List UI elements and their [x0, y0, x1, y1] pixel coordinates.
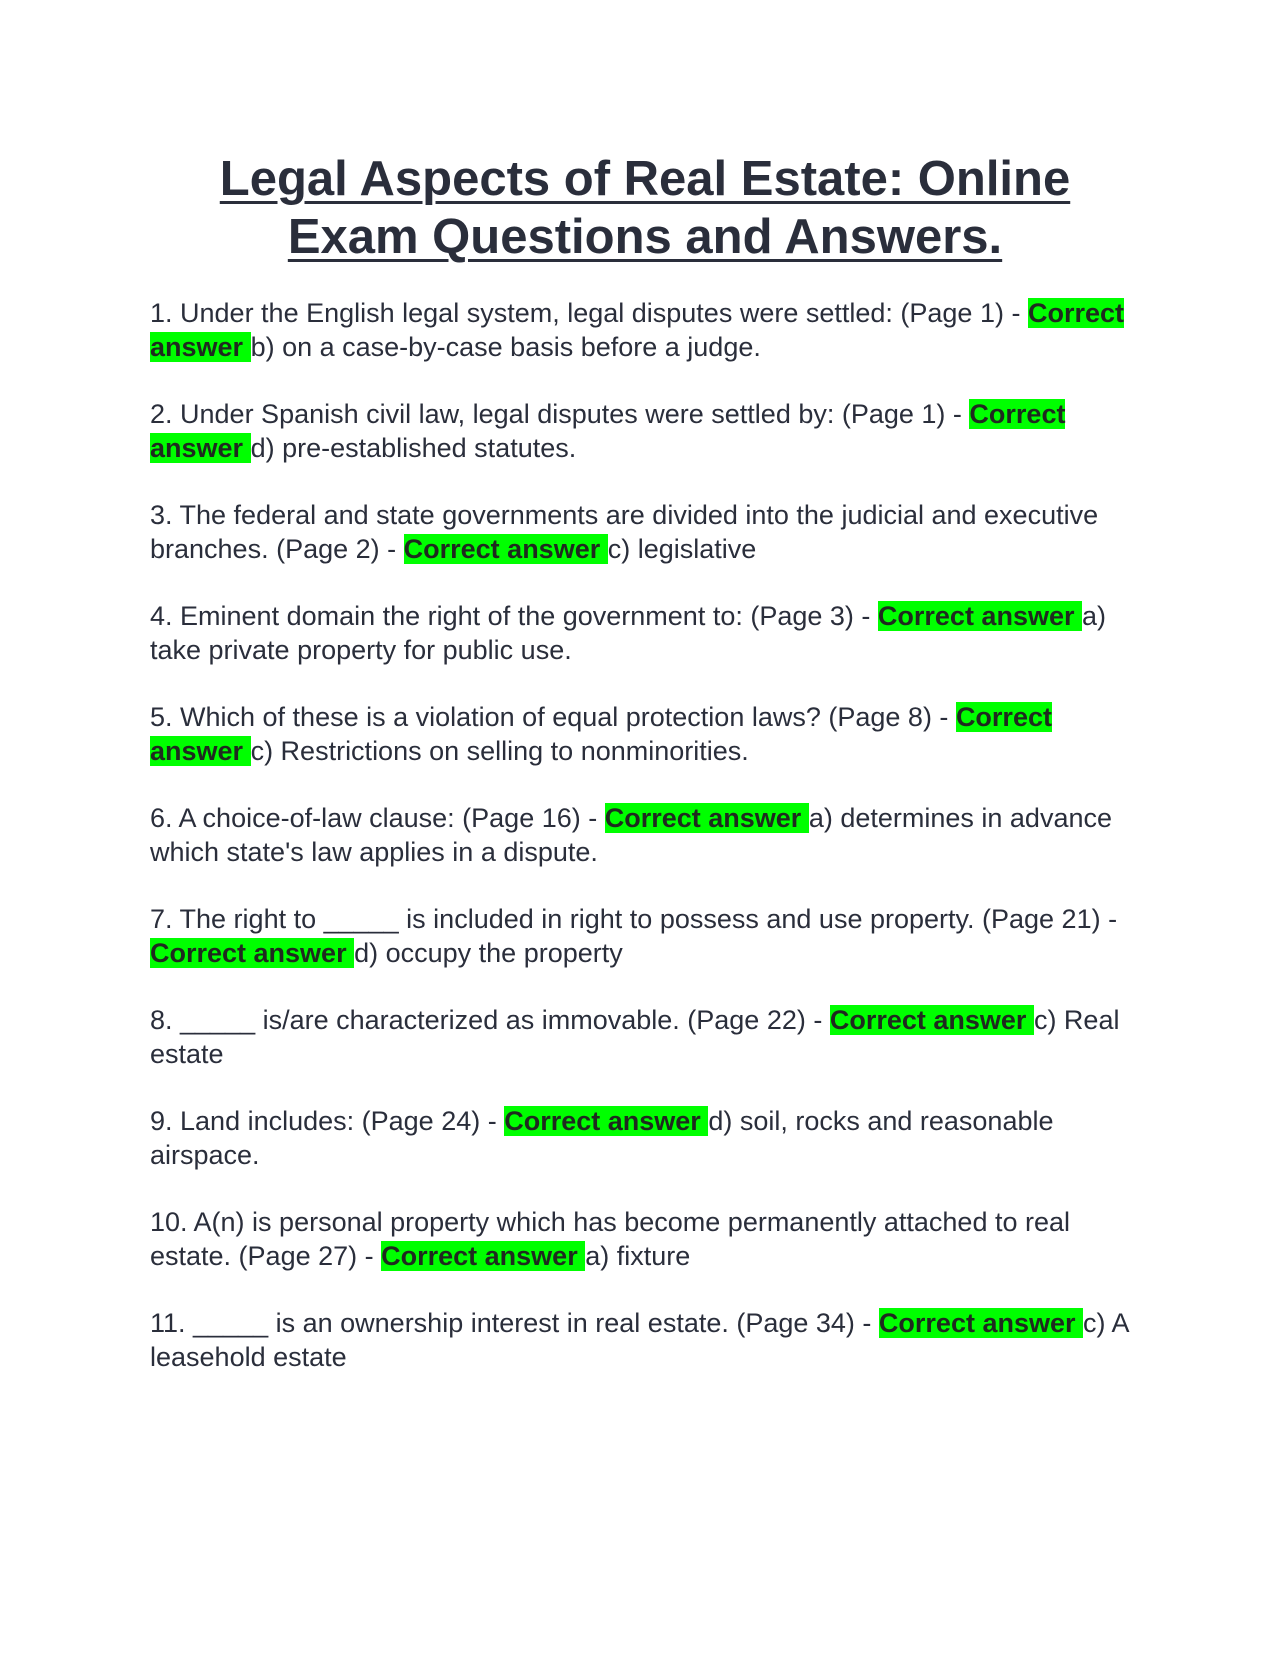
- qa-item: [150, 297, 1140, 364]
- correct-answer-highlight: Correct answer: [878, 1308, 1084, 1338]
- qa-item: [150, 1004, 1140, 1071]
- correct-answer-highlight: Correct answer: [150, 298, 1124, 362]
- qa-item: [150, 1105, 1140, 1172]
- document-page: [150, 150, 1140, 1408]
- question-text: 6. A choice-of-law clause: (Page 16) -: [150, 803, 605, 833]
- answer-text: d) occupy the property: [354, 937, 623, 968]
- correct-answer-highlight: Correct answer: [877, 601, 1082, 631]
- correct-answer-highlight: Correct answer: [604, 803, 809, 833]
- answer-text: a) fixture: [585, 1240, 691, 1271]
- question-text: 2. Under Spanish civil law, legal disputes were settled by: (Page 1) -: [150, 399, 970, 429]
- document-title: Legal Aspects of Real Estate: Online Exam Questions and Answers.: [219, 152, 1071, 264]
- answer-text: b) on a case-by-case basis before a judge.: [250, 331, 761, 362]
- question-text: 9. Land includes: (Page 24) -: [150, 1106, 505, 1136]
- answer-text: c) Real estate: [150, 1005, 1120, 1069]
- answer-text: c) A leasehold estate: [150, 1308, 1129, 1372]
- question-text: 1. Under the English legal system, legal disputes were settled: (Page 1) -: [150, 298, 1028, 328]
- answer-text: d) pre-established statutes.: [250, 432, 577, 463]
- answer-text: c) Restrictions on selling to nonminorities.: [250, 735, 749, 766]
- qa-item: [150, 802, 1140, 869]
- answer-text: c) legislative: [607, 533, 757, 564]
- correct-answer-highlight: Correct answer: [504, 1106, 709, 1136]
- answer-text: d) soil, rocks and reasonable airspace.: [150, 1106, 1054, 1170]
- qa-item: [150, 499, 1140, 566]
- question-text: 7. The right to _____ is included in right to possess and use property. (Page 21) -: [150, 904, 1118, 934]
- correct-answer-highlight: Correct answer: [150, 702, 1052, 766]
- question-text: 5. Which of these is a violation of equal protection laws? (Page 8) -: [150, 702, 956, 732]
- answer-text: a) determines in advance which state's law applies in a dispute.: [150, 803, 1112, 867]
- question-text: 10. A(n) is personal property which has become permanently attached to real estate. (Page 27) -: [150, 1207, 1071, 1271]
- question-text: 8. _____ is/are characterized as immovable. (Page 22) -: [150, 1005, 830, 1035]
- qa-item: [150, 398, 1140, 465]
- qa-item: [150, 701, 1140, 768]
- correct-answer-highlight: Correct answer: [150, 937, 355, 968]
- qa-item: [150, 1206, 1140, 1273]
- correct-answer-highlight: Correct answer: [829, 1005, 1034, 1035]
- correct-answer-highlight: Correct answer: [381, 1240, 586, 1271]
- question-text: 11. _____ is an ownership interest in real estate. (Page 34) -: [150, 1308, 879, 1338]
- question-list: [150, 297, 1140, 1374]
- qa-item: [150, 1307, 1140, 1374]
- qa-item: [150, 903, 1140, 970]
- correct-answer-highlight: Correct answer: [403, 533, 608, 564]
- correct-answer-highlight: Correct answer: [150, 399, 1066, 463]
- answer-text: a) take private property for public use.: [150, 601, 1107, 665]
- question-text: 4. Eminent domain the right of the government to: (Page 3) -: [150, 601, 878, 631]
- question-text: 3. The federal and state governments are divided into the judicial and executive branches. (Page 2) -: [150, 500, 1099, 564]
- qa-item: [150, 600, 1140, 667]
